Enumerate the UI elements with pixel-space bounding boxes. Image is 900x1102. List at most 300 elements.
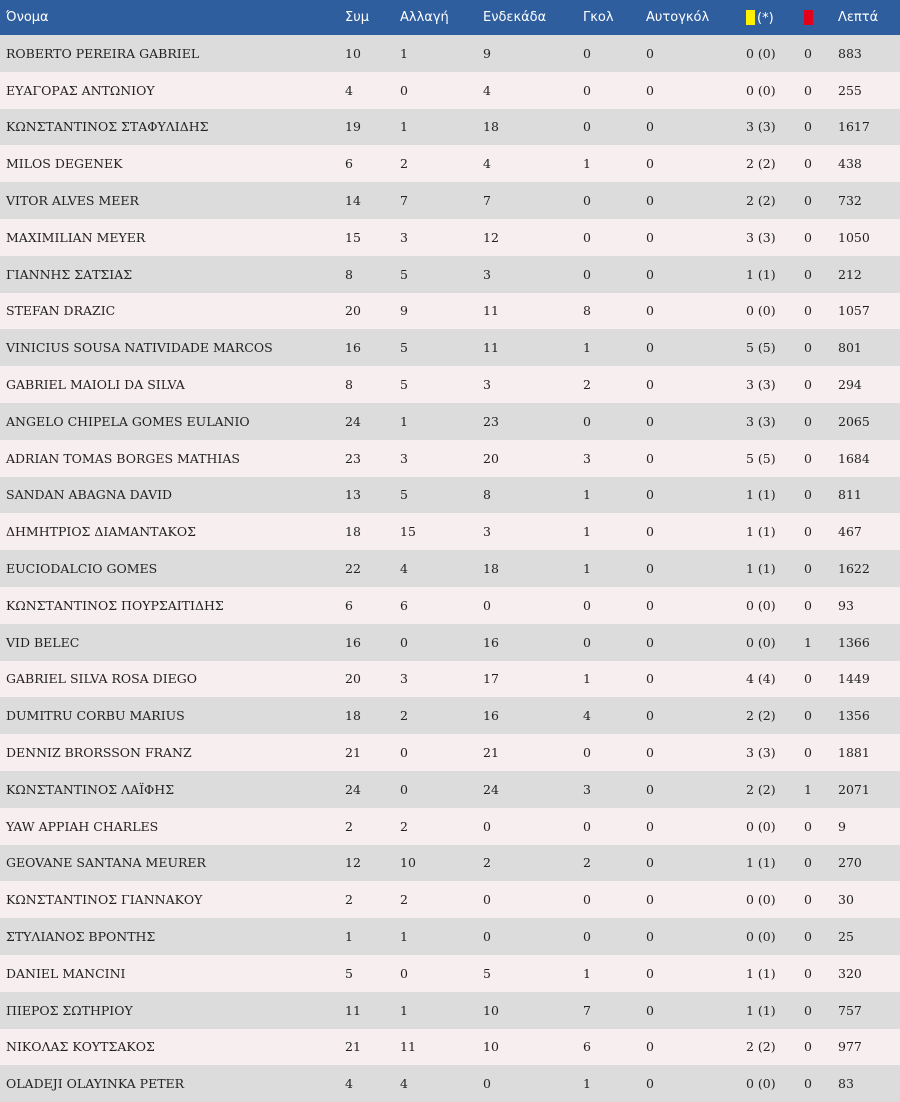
cell-starts: 12	[483, 229, 499, 245]
cell-yellow-cards: 3 (3)	[746, 377, 776, 393]
table-row[interactable]	[0, 513, 900, 550]
cell-sub: 3	[400, 229, 408, 245]
cell-own-goals: 0	[646, 450, 654, 466]
cell-red-cards: 0	[804, 524, 812, 540]
table-body	[0, 35, 900, 1102]
col-header-apps[interactable]: Συμ	[345, 10, 370, 25]
cell-goals: 0	[583, 119, 591, 135]
cell-name[interactable]: VINICIUS SOUSA NATIVIDADE MARCOS	[6, 340, 273, 356]
cell-goals: 3	[583, 781, 591, 797]
cell-own-goals: 0	[646, 487, 654, 503]
cell-goals: 7	[583, 1002, 591, 1018]
cell-red-cards: 0	[804, 855, 812, 871]
cell-red-cards: 0	[804, 1002, 812, 1018]
cell-apps: 8	[345, 266, 353, 282]
cell-starts: 4	[483, 156, 491, 172]
table-row[interactable]	[0, 219, 900, 256]
cell-sub: 6	[400, 597, 408, 613]
cell-minutes: 801	[838, 340, 862, 356]
cell-own-goals: 0	[646, 266, 654, 282]
cell-yellow-cards: 5 (5)	[746, 450, 776, 466]
cell-own-goals: 0	[646, 965, 654, 981]
cell-apps: 11	[345, 1002, 361, 1018]
cell-starts: 10	[483, 1002, 499, 1018]
cell-yellow-cards: 0 (0)	[746, 82, 776, 98]
cell-goals: 1	[583, 965, 591, 981]
cell-sub: 11	[400, 1039, 416, 1055]
cell-yellow-cards: 0 (0)	[746, 597, 776, 613]
cell-red-cards: 0	[804, 818, 812, 834]
cell-name[interactable]: MILOS DEGENEK	[6, 156, 123, 172]
cell-goals: 4	[583, 708, 591, 724]
cell-minutes: 977	[838, 1039, 862, 1055]
cell-name[interactable]: STEFAN DRAZIC	[6, 303, 116, 319]
cell-apps: 14	[345, 193, 361, 209]
cell-yellow-cards: 3 (3)	[746, 413, 776, 429]
cell-name[interactable]: EUCIODALCIO GOMES	[6, 561, 158, 577]
cell-sub: 1	[400, 413, 408, 429]
cell-red-cards: 0	[804, 82, 812, 98]
cell-sub: 9	[400, 303, 408, 319]
cell-red-cards: 0	[804, 377, 812, 393]
cell-own-goals: 0	[646, 597, 654, 613]
cell-name[interactable]: DANIEL MANCINI	[6, 965, 126, 981]
cell-starts: 11	[483, 340, 499, 356]
cell-apps: 24	[345, 781, 361, 797]
cell-red-cards: 1	[804, 781, 812, 797]
cell-goals: 1	[583, 524, 591, 540]
cell-starts: 0	[483, 892, 491, 908]
cell-sub: 0	[400, 745, 408, 761]
cell-yellow-cards: 2 (2)	[746, 1039, 776, 1055]
cell-sub: 15	[400, 524, 416, 540]
cell-minutes: 9	[838, 818, 846, 834]
cell-starts: 18	[483, 561, 499, 577]
cell-name[interactable]: GEOVANE SANTANA MEURER	[6, 855, 206, 871]
table-row[interactable]	[0, 366, 900, 403]
cell-sub: 3	[400, 671, 408, 687]
cell-starts: 0	[483, 929, 491, 945]
cell-name[interactable]: ΝΙΚΟΛΑΣ ΚΟΥΤΣΑΚΟΣ	[6, 1039, 155, 1055]
col-header-red-cards[interactable]	[804, 0, 838, 35]
table-row[interactable]	[0, 72, 900, 109]
cell-minutes: 294	[838, 377, 862, 393]
cell-name[interactable]: GABRIEL SILVA ROSA DIEGO	[6, 671, 197, 687]
cell-own-goals: 0	[646, 781, 654, 797]
col-header-minutes[interactable]: Λεπτά	[838, 10, 879, 25]
cell-sub: 2	[400, 818, 408, 834]
cell-sub: 4	[400, 1076, 408, 1092]
cell-starts: 0	[483, 1076, 491, 1092]
cell-yellow-cards: 1 (1)	[746, 855, 776, 871]
cell-goals: 0	[583, 818, 591, 834]
cell-yellow-cards: 1 (1)	[746, 266, 776, 282]
col-header-sub[interactable]: Αλλαγή	[400, 10, 449, 25]
cell-sub: 2	[400, 892, 408, 908]
cell-yellow-cards: 1 (1)	[746, 1002, 776, 1018]
cell-apps: 6	[345, 156, 353, 172]
cell-sub: 0	[400, 965, 408, 981]
cell-starts: 11	[483, 303, 499, 319]
table-row[interactable]	[0, 477, 900, 514]
cell-red-cards: 0	[804, 413, 812, 429]
cell-name[interactable]: ΓΙΑΝΝΗΣ ΣΑΤΣΙΑΣ	[6, 266, 133, 282]
cell-minutes: 1684	[838, 450, 870, 466]
cell-name[interactable]: VID BELEC	[6, 634, 80, 650]
table-row[interactable]	[0, 329, 900, 366]
cell-name[interactable]: ANGELO CHIPELA GOMES EULANIO	[6, 413, 250, 429]
cell-red-cards: 0	[804, 561, 812, 577]
yellow-card-icon	[746, 10, 755, 25]
cell-apps: 22	[345, 561, 361, 577]
table-row[interactable]	[0, 992, 900, 1029]
cell-goals: 0	[583, 634, 591, 650]
cell-starts: 7	[483, 193, 491, 209]
cell-name[interactable]: DENNIZ BRORSSON FRANZ	[6, 745, 192, 761]
cell-own-goals: 0	[646, 929, 654, 945]
cell-goals: 1	[583, 561, 591, 577]
cell-own-goals: 0	[646, 303, 654, 319]
cell-goals: 0	[583, 892, 591, 908]
cell-apps: 13	[345, 487, 361, 503]
cell-minutes: 757	[838, 1002, 862, 1018]
cell-goals: 1	[583, 487, 591, 503]
cell-apps: 10	[345, 45, 361, 61]
cell-apps: 12	[345, 855, 361, 871]
cell-minutes: 1617	[838, 119, 870, 135]
cell-minutes: 1881	[838, 745, 870, 761]
cell-name[interactable]: ΚΩΝΣΤΑΝΤΙΝΟΣ ΛΑΪΦΗΣ	[6, 781, 175, 797]
cell-own-goals: 0	[646, 119, 654, 135]
cell-goals: 0	[583, 82, 591, 98]
cell-red-cards: 1	[804, 634, 812, 650]
cell-sub: 4	[400, 561, 408, 577]
cell-goals: 6	[583, 1039, 591, 1055]
cell-yellow-cards: 1 (1)	[746, 965, 776, 981]
cell-own-goals: 0	[646, 745, 654, 761]
cell-minutes: 30	[838, 892, 854, 908]
cell-name[interactable]: SANDAN ABAGNA DAVID	[6, 487, 173, 503]
cell-minutes: 732	[838, 193, 862, 209]
table-row[interactable]	[0, 661, 900, 698]
cell-starts: 3	[483, 377, 491, 393]
cell-own-goals: 0	[646, 855, 654, 871]
cell-apps: 2	[345, 892, 353, 908]
cell-minutes: 1449	[838, 671, 870, 687]
cell-own-goals: 0	[646, 156, 654, 172]
cell-starts: 8	[483, 487, 491, 503]
cell-own-goals: 0	[646, 413, 654, 429]
col-header-starts[interactable]: Ενδεκάδα	[483, 10, 547, 25]
cell-apps: 18	[345, 524, 361, 540]
cell-apps: 15	[345, 229, 361, 245]
cell-starts: 18	[483, 119, 499, 135]
cell-minutes: 438	[838, 156, 862, 172]
cell-yellow-cards: 0 (0)	[746, 929, 776, 945]
cell-apps: 4	[345, 82, 353, 98]
cell-minutes: 270	[838, 855, 862, 871]
cell-name[interactable]: OLADEJI OLAYINKA PETER	[6, 1076, 185, 1092]
cell-own-goals: 0	[646, 1002, 654, 1018]
cell-sub: 7	[400, 193, 408, 209]
cell-red-cards: 0	[804, 450, 812, 466]
cell-sub: 2	[400, 708, 408, 724]
cell-name[interactable]: ΚΩΝΣΤΑΝΤΙΝΟΣ ΠΟΥΡΣΑΙΤΙΔΗΣ	[6, 597, 224, 613]
cell-minutes: 1050	[838, 229, 870, 245]
cell-own-goals: 0	[646, 671, 654, 687]
cell-apps: 6	[345, 597, 353, 613]
cell-red-cards: 0	[804, 708, 812, 724]
cell-red-cards: 0	[804, 965, 812, 981]
cell-starts: 9	[483, 45, 491, 61]
cell-red-cards: 0	[804, 45, 812, 61]
cell-yellow-cards: 3 (3)	[746, 229, 776, 245]
cell-starts: 0	[483, 597, 491, 613]
table-row[interactable]	[0, 587, 900, 624]
cell-starts: 21	[483, 745, 499, 761]
cell-minutes: 83	[838, 1076, 854, 1092]
cell-yellow-cards: 0 (0)	[746, 892, 776, 908]
cell-minutes: 1622	[838, 561, 870, 577]
table-row[interactable]	[0, 624, 900, 661]
cell-minutes: 255	[838, 82, 862, 98]
cell-starts: 16	[483, 708, 499, 724]
cell-apps: 20	[345, 671, 361, 687]
cell-sub: 0	[400, 82, 408, 98]
cell-goals: 8	[583, 303, 591, 319]
cell-red-cards: 0	[804, 193, 812, 209]
cell-yellow-cards: 4 (4)	[746, 671, 776, 687]
cell-sub: 1	[400, 929, 408, 945]
cell-sub: 0	[400, 634, 408, 650]
cell-yellow-cards: 3 (3)	[746, 745, 776, 761]
cell-minutes: 2065	[838, 413, 870, 429]
cell-red-cards: 0	[804, 156, 812, 172]
cell-starts: 4	[483, 82, 491, 98]
table-row[interactable]	[0, 734, 900, 771]
cell-name[interactable]: ΚΩΝΣΤΑΝΤΙΝΟΣ ΓΙΑΝΝΑΚΟΥ	[6, 892, 203, 908]
table-row[interactable]	[0, 1065, 900, 1102]
table-row[interactable]	[0, 845, 900, 882]
table-row[interactable]	[0, 955, 900, 992]
cell-sub: 1	[400, 1002, 408, 1018]
cell-minutes: 811	[838, 487, 862, 503]
cell-apps: 8	[345, 377, 353, 393]
table-row[interactable]	[0, 109, 900, 146]
cell-own-goals: 0	[646, 229, 654, 245]
cell-red-cards: 0	[804, 597, 812, 613]
cell-minutes: 320	[838, 965, 862, 981]
cell-starts: 17	[483, 671, 499, 687]
cell-yellow-cards: 2 (2)	[746, 781, 776, 797]
col-header-name[interactable]: Όνομα	[6, 10, 49, 25]
cell-minutes: 93	[838, 597, 854, 613]
cell-starts: 23	[483, 413, 499, 429]
cell-own-goals: 0	[646, 524, 654, 540]
cell-goals: 0	[583, 193, 591, 209]
cell-own-goals: 0	[646, 818, 654, 834]
cell-name[interactable]: MAXIMILIAN MEYER	[6, 229, 146, 245]
cell-name[interactable]: GABRIEL MAIOLI DA SILVA	[6, 377, 185, 393]
table-row[interactable]	[0, 881, 900, 918]
cell-goals: 0	[583, 45, 591, 61]
col-header-own-goals[interactable]: Αυτογκόλ	[646, 10, 710, 25]
cell-starts: 3	[483, 524, 491, 540]
cell-apps: 2	[345, 818, 353, 834]
cell-sub: 1	[400, 45, 408, 61]
table-header-row	[0, 0, 900, 35]
cell-goals: 1	[583, 340, 591, 356]
cell-own-goals: 0	[646, 708, 654, 724]
cell-red-cards: 0	[804, 340, 812, 356]
cell-red-cards: 0	[804, 1076, 812, 1092]
cell-minutes: 1356	[838, 708, 870, 724]
table-row[interactable]	[0, 771, 900, 808]
cell-starts: 2	[483, 855, 491, 871]
cell-own-goals: 0	[646, 82, 654, 98]
cell-apps: 16	[345, 340, 361, 356]
cell-apps: 18	[345, 708, 361, 724]
cell-name[interactable]: ROBERTO PEREIRA GABRIEL	[6, 45, 200, 61]
cell-own-goals: 0	[646, 193, 654, 209]
cell-starts: 5	[483, 965, 491, 981]
cell-name[interactable]: ADRIAN TOMAS BORGES MATHIAS	[6, 450, 240, 466]
cell-red-cards: 0	[804, 892, 812, 908]
cell-name[interactable]: YAW APPIAH CHARLES	[6, 818, 159, 834]
cell-yellow-cards: 1 (1)	[746, 487, 776, 503]
cell-name[interactable]: ΔΗΜΗΤΡΙΟΣ ΔΙΑΜΑΝΤΑΚΟΣ	[6, 524, 196, 540]
cell-apps: 4	[345, 1076, 353, 1092]
cell-minutes: 2071	[838, 781, 870, 797]
cell-starts: 10	[483, 1039, 499, 1055]
cell-yellow-cards: 1 (1)	[746, 524, 776, 540]
cell-yellow-cards: 5 (5)	[746, 340, 776, 356]
table-row[interactable]	[0, 293, 900, 330]
cell-minutes: 1366	[838, 634, 870, 650]
cell-apps: 23	[345, 450, 361, 466]
cell-goals: 1	[583, 1076, 591, 1092]
cell-goals: 1	[583, 671, 591, 687]
cell-goals: 2	[583, 855, 591, 871]
cell-starts: 20	[483, 450, 499, 466]
cell-minutes: 1057	[838, 303, 870, 319]
cell-own-goals: 0	[646, 1039, 654, 1055]
cell-yellow-cards: 0 (0)	[746, 634, 776, 650]
cell-name[interactable]: DUMITRU CORBU MARIUS	[6, 708, 185, 724]
cell-yellow-cards: 0 (0)	[746, 818, 776, 834]
cell-red-cards: 0	[804, 1039, 812, 1055]
cell-sub: 2	[400, 156, 408, 172]
cell-apps: 20	[345, 303, 361, 319]
cell-red-cards: 0	[804, 303, 812, 319]
cell-name[interactable]: ΕΥΑΓΟΡΑΣ ΑΝΤΩΝΙΟΥ	[6, 82, 155, 98]
cell-minutes: 25	[838, 929, 854, 945]
cell-yellow-cards: 2 (2)	[746, 156, 776, 172]
cell-own-goals: 0	[646, 561, 654, 577]
cell-goals: 1	[583, 156, 591, 172]
red-card-icon	[804, 10, 813, 25]
cell-goals: 2	[583, 377, 591, 393]
cell-yellow-cards: 1 (1)	[746, 561, 776, 577]
cell-own-goals: 0	[646, 340, 654, 356]
cell-sub: 5	[400, 487, 408, 503]
cell-name[interactable]: ΣΤΥΛΙΑΝΟΣ ΒΡΟΝΤΗΣ	[6, 929, 156, 945]
cell-red-cards: 0	[804, 487, 812, 503]
cell-own-goals: 0	[646, 45, 654, 61]
cell-own-goals: 0	[646, 892, 654, 908]
cell-yellow-cards: 2 (2)	[746, 193, 776, 209]
table-row[interactable]	[0, 145, 900, 182]
cell-yellow-cards: 3 (3)	[746, 119, 776, 135]
cell-red-cards: 0	[804, 229, 812, 245]
cell-sub: 0	[400, 781, 408, 797]
table-row[interactable]	[0, 35, 900, 72]
table-row[interactable]	[0, 256, 900, 293]
cell-yellow-cards: 0 (0)	[746, 1076, 776, 1092]
cell-sub: 5	[400, 266, 408, 282]
cell-goals: 0	[583, 597, 591, 613]
cell-own-goals: 0	[646, 377, 654, 393]
cell-goals: 0	[583, 266, 591, 282]
cell-sub: 10	[400, 855, 416, 871]
cell-minutes: 467	[838, 524, 862, 540]
cell-sub: 5	[400, 340, 408, 356]
cell-name[interactable]: ΠΙΕΡΟΣ ΣΩΤΗΡΙΟΥ	[6, 1002, 133, 1018]
table-row[interactable]	[0, 1029, 900, 1066]
cell-name[interactable]: VITOR ALVES MEER	[6, 193, 139, 209]
cell-minutes: 883	[838, 45, 862, 61]
cell-goals: 0	[583, 929, 591, 945]
cell-own-goals: 0	[646, 1076, 654, 1092]
cell-starts: 3	[483, 266, 491, 282]
table-row[interactable]	[0, 550, 900, 587]
cell-apps: 19	[345, 119, 361, 135]
col-header-goals[interactable]: Γκολ	[583, 10, 614, 25]
cell-red-cards: 0	[804, 119, 812, 135]
cell-goals: 0	[583, 745, 591, 761]
table-row[interactable]	[0, 918, 900, 955]
cell-starts: 24	[483, 781, 499, 797]
cell-yellow-cards: 2 (2)	[746, 708, 776, 724]
cell-apps: 21	[345, 745, 361, 761]
table-row[interactable]	[0, 697, 900, 734]
cell-goals: 0	[583, 413, 591, 429]
cell-red-cards: 0	[804, 745, 812, 761]
cell-yellow-cards: 0 (0)	[746, 303, 776, 319]
cell-red-cards: 0	[804, 266, 812, 282]
table-row[interactable]	[0, 440, 900, 477]
cell-minutes: 212	[838, 266, 862, 282]
table-row[interactable]	[0, 808, 900, 845]
col-header-yellow-cards[interactable]	[746, 0, 804, 35]
table-row[interactable]	[0, 182, 900, 219]
table-row[interactable]	[0, 403, 900, 440]
cell-red-cards: 0	[804, 929, 812, 945]
cell-goals: 3	[583, 450, 591, 466]
cell-red-cards: 0	[804, 671, 812, 687]
cell-apps: 1	[345, 929, 353, 945]
cell-apps: 5	[345, 965, 353, 981]
cell-starts: 0	[483, 818, 491, 834]
cell-apps: 24	[345, 413, 361, 429]
cell-starts: 16	[483, 634, 499, 650]
cell-sub: 1	[400, 119, 408, 135]
cell-apps: 16	[345, 634, 361, 650]
cell-goals: 0	[583, 229, 591, 245]
cell-sub: 5	[400, 377, 408, 393]
cell-sub: 3	[400, 450, 408, 466]
cell-name[interactable]: ΚΩΝΣΤΑΝΤΙΝΟΣ ΣΤΑΦΥΛΙΔΗΣ	[6, 119, 209, 135]
